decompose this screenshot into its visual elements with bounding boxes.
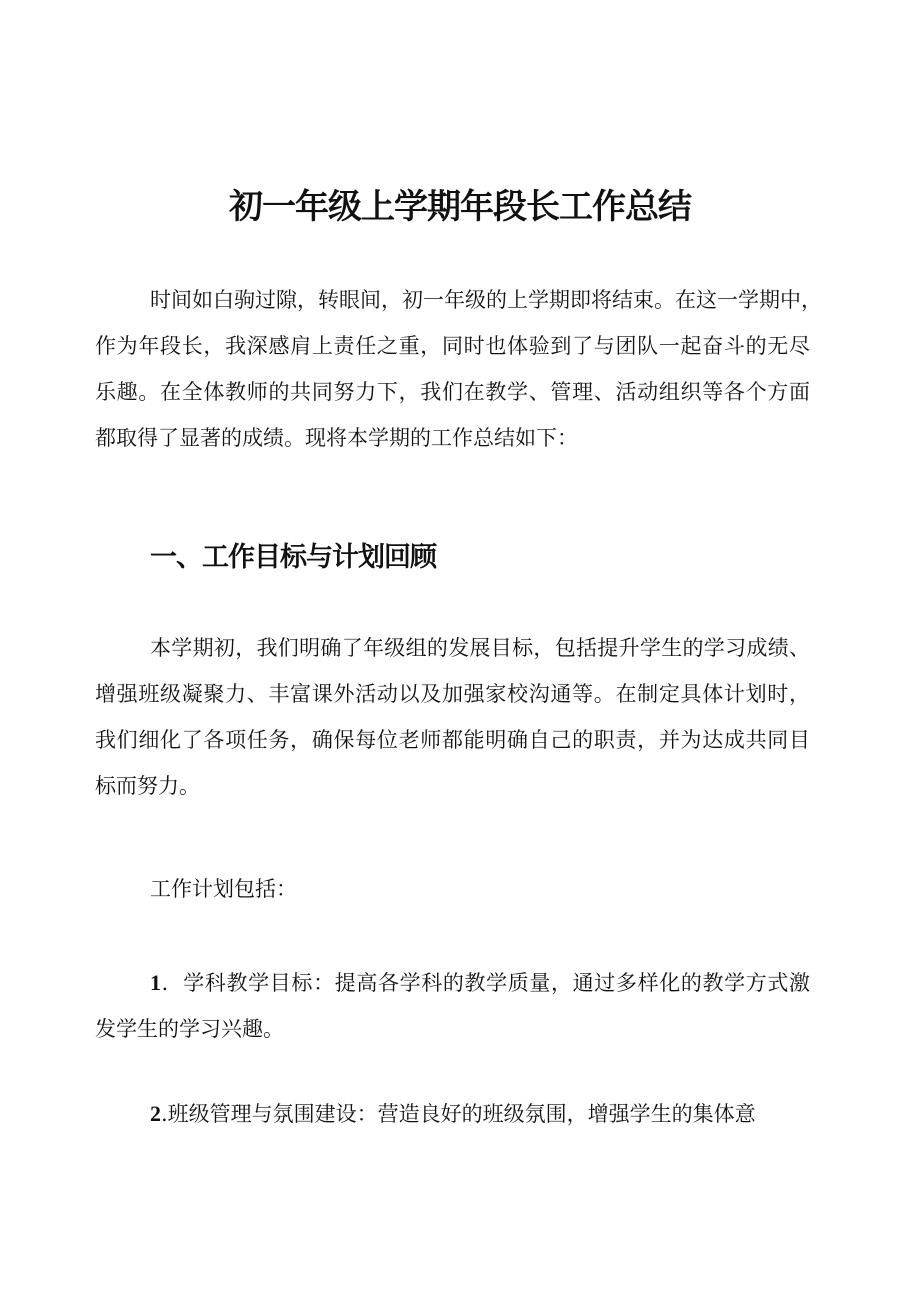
intro-line-1: 时间如白驹过隙，转眼间，初一年级的上学期即将结束。在这一学期中， (150, 288, 822, 312)
document-title: 初一年级上学期年段长工作总结 (229, 187, 691, 227)
section-1-paragraph (95, 625, 810, 809)
plan-item-2-text-1: .班级管理与氛围建设：营造良好的班级氛围，增强学生的集体意 (161, 1102, 756, 1126)
intro-paragraph (95, 277, 822, 461)
plan-item-2-line-1 (150, 1091, 810, 1137)
intro-line-2: 作为年段长，我深感肩上责任之重，同时也体验到了与团队一起奋斗的无尽 (95, 334, 810, 358)
plan-item-1-number: 1 (150, 970, 161, 995)
section-1-heading: 一、工作目标与计划回顾 (150, 542, 436, 573)
intro-line-4: 都取得了显著的成绩。现将本学期的工作总结如下： (95, 426, 578, 450)
plan-item-1-line-1 (150, 960, 810, 1006)
plan-intro-text: 工作计划包括： (150, 877, 297, 901)
plan-intro (150, 866, 810, 912)
plan-item-2 (150, 1091, 810, 1137)
plan-item-1-text-1: ．学科教学目标：提高各学科的教学质量，通过多样化的教学方式激 (161, 971, 810, 995)
plan-item-1-line-2: 发学生的学习兴趣。 (95, 1017, 284, 1041)
plan-item-1 (95, 960, 810, 1052)
section-1-line-4: 标而努力。 (95, 774, 200, 798)
plan-item-2-number: 2 (150, 1101, 161, 1126)
section-1-line-1: 本学期初，我们明确了年级组的发展目标，包括提升学生的学习成绩、 (150, 636, 810, 660)
section-1-line-3: 我们细化了各项任务，确保每位老师都能明确自己的职责，并为达成共同目 (95, 728, 810, 752)
section-1-line-2: 增强班级凝聚力、丰富课外活动以及加强家校沟通等。在制定具体计划时， (95, 682, 810, 706)
intro-line-3: 乐趣。在全体教师的共同努力下，我们在教学、管理、活动组织等各个方面 (95, 380, 810, 404)
